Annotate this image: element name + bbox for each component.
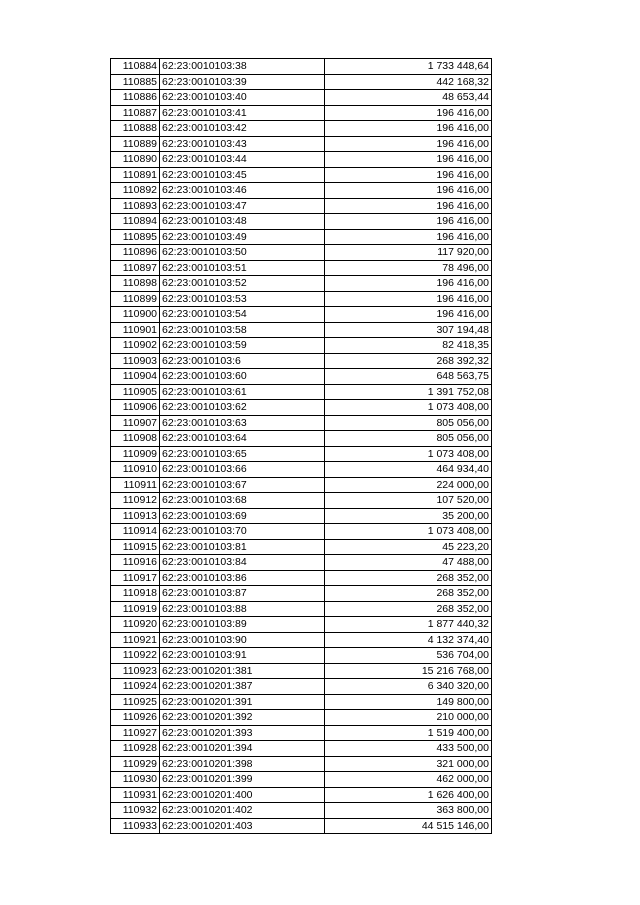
- row-number-cell: 110900: [111, 307, 160, 323]
- cadastral-number-cell: 62:23:0010103:58: [160, 322, 325, 338]
- cadastral-number-cell: 62:23:0010103:43: [160, 136, 325, 152]
- value-cell: 1 519 400,00: [325, 725, 492, 741]
- cadastral-number-cell: 62:23:0010201:400: [160, 787, 325, 803]
- cadastral-number-cell: 62:23:0010103:67: [160, 477, 325, 493]
- cadastral-number-cell: 62:23:0010103:81: [160, 539, 325, 555]
- value-cell: 196 416,00: [325, 152, 492, 168]
- row-number-cell: 110902: [111, 338, 160, 354]
- cadastral-number-cell: 62:23:0010201:387: [160, 679, 325, 695]
- row-number-cell: 110920: [111, 617, 160, 633]
- row-number-cell: 110932: [111, 803, 160, 819]
- table-row: [111, 74, 492, 90]
- row-number-cell: 110898: [111, 276, 160, 292]
- table-row: [111, 276, 492, 292]
- value-cell: 1 073 408,00: [325, 400, 492, 416]
- table-row: [111, 136, 492, 152]
- row-number-cell: 110887: [111, 105, 160, 121]
- value-cell: 1 733 448,64: [325, 59, 492, 75]
- table-row: [111, 260, 492, 276]
- value-cell: 805 056,00: [325, 415, 492, 431]
- value-cell: 78 496,00: [325, 260, 492, 276]
- value-cell: 196 416,00: [325, 183, 492, 199]
- cadastral-number-cell: 62:23:0010103:70: [160, 524, 325, 540]
- value-cell: 196 416,00: [325, 167, 492, 183]
- value-cell: 536 704,00: [325, 648, 492, 664]
- table-row: [111, 741, 492, 757]
- value-cell: 6 340 320,00: [325, 679, 492, 695]
- value-cell: 433 500,00: [325, 741, 492, 757]
- value-cell: 82 418,35: [325, 338, 492, 354]
- value-cell: 196 416,00: [325, 291, 492, 307]
- row-number-cell: 110890: [111, 152, 160, 168]
- row-number-cell: 110930: [111, 772, 160, 788]
- table-row: [111, 539, 492, 555]
- table-row: [111, 803, 492, 819]
- value-cell: 196 416,00: [325, 307, 492, 323]
- value-cell: 268 392,32: [325, 353, 492, 369]
- table-row: [111, 601, 492, 617]
- table-row: [111, 431, 492, 447]
- row-number-cell: 110933: [111, 818, 160, 834]
- cadastral-number-cell: 62:23:0010103:87: [160, 586, 325, 602]
- row-number-cell: 110915: [111, 539, 160, 555]
- row-number-cell: 110889: [111, 136, 160, 152]
- value-cell: 1 391 752,08: [325, 384, 492, 400]
- table-row: [111, 555, 492, 571]
- row-number-cell: 110888: [111, 121, 160, 137]
- row-number-cell: 110914: [111, 524, 160, 540]
- cadastral-number-cell: 62:23:0010103:47: [160, 198, 325, 214]
- cadastral-number-cell: 62:23:0010103:86: [160, 570, 325, 586]
- cadastral-number-cell: 62:23:0010103:40: [160, 90, 325, 106]
- row-number-cell: 110928: [111, 741, 160, 757]
- cadastral-number-cell: 62:23:0010103:60: [160, 369, 325, 385]
- value-cell: 442 168,32: [325, 74, 492, 90]
- row-number-cell: 110916: [111, 555, 160, 571]
- value-cell: 210 000,00: [325, 710, 492, 726]
- cadastral-number-cell: 62:23:0010103:50: [160, 245, 325, 261]
- value-cell: 363 800,00: [325, 803, 492, 819]
- value-cell: 149 800,00: [325, 694, 492, 710]
- table-row: [111, 214, 492, 230]
- value-cell: 196 416,00: [325, 276, 492, 292]
- row-number-cell: 110885: [111, 74, 160, 90]
- cadastral-number-cell: 62:23:0010103:88: [160, 601, 325, 617]
- row-number-cell: 110884: [111, 59, 160, 75]
- cadastral-number-cell: 62:23:0010103:42: [160, 121, 325, 137]
- value-cell: 268 352,00: [325, 601, 492, 617]
- cadastral-number-cell: 62:23:0010103:52: [160, 276, 325, 292]
- row-number-cell: 110912: [111, 493, 160, 509]
- cadastral-number-cell: 62:23:0010103:45: [160, 167, 325, 183]
- cadastral-number-cell: 62:23:0010103:91: [160, 648, 325, 664]
- table-row: [111, 679, 492, 695]
- value-cell: 307 194,48: [325, 322, 492, 338]
- value-cell: 117 920,00: [325, 245, 492, 261]
- table-row: [111, 183, 492, 199]
- cadastral-number-cell: 62:23:0010201:381: [160, 663, 325, 679]
- table-row: [111, 725, 492, 741]
- value-cell: 462 000,00: [325, 772, 492, 788]
- cadastral-number-cell: 62:23:0010103:68: [160, 493, 325, 509]
- cadastral-number-cell: 62:23:0010103:49: [160, 229, 325, 245]
- table-row: [111, 477, 492, 493]
- value-cell: 224 000,00: [325, 477, 492, 493]
- cadastral-number-cell: 62:23:0010103:51: [160, 260, 325, 276]
- table-row: [111, 105, 492, 121]
- value-cell: 44 515 146,00: [325, 818, 492, 834]
- row-number-cell: 110895: [111, 229, 160, 245]
- table-row: [111, 198, 492, 214]
- row-number-cell: 110901: [111, 322, 160, 338]
- value-cell: 196 416,00: [325, 229, 492, 245]
- row-number-cell: 110894: [111, 214, 160, 230]
- table-row: [111, 245, 492, 261]
- row-number-cell: 110923: [111, 663, 160, 679]
- cadastral-number-cell: 62:23:0010103:63: [160, 415, 325, 431]
- table-row: [111, 508, 492, 524]
- row-number-cell: 110922: [111, 648, 160, 664]
- row-number-cell: 110926: [111, 710, 160, 726]
- value-cell: 4 132 374,40: [325, 632, 492, 648]
- row-number-cell: 110921: [111, 632, 160, 648]
- table-row: [111, 524, 492, 540]
- value-cell: 196 416,00: [325, 214, 492, 230]
- row-number-cell: 110905: [111, 384, 160, 400]
- value-cell: 196 416,00: [325, 121, 492, 137]
- cadastral-number-cell: 62:23:0010103:64: [160, 431, 325, 447]
- row-number-cell: 110899: [111, 291, 160, 307]
- table-row: [111, 648, 492, 664]
- cadastral-number-cell: 62:23:0010103:61: [160, 384, 325, 400]
- row-number-cell: 110917: [111, 570, 160, 586]
- table-row: [111, 787, 492, 803]
- row-number-cell: 110892: [111, 183, 160, 199]
- cadastral-number-cell: 62:23:0010201:393: [160, 725, 325, 741]
- value-cell: 48 653,44: [325, 90, 492, 106]
- value-cell: 196 416,00: [325, 136, 492, 152]
- table-row: [111, 818, 492, 834]
- row-number-cell: 110907: [111, 415, 160, 431]
- table-row: [111, 291, 492, 307]
- value-cell: 321 000,00: [325, 756, 492, 772]
- value-cell: 196 416,00: [325, 198, 492, 214]
- cadastral-number-cell: 62:23:0010103:90: [160, 632, 325, 648]
- table-body: [111, 59, 492, 834]
- table-row: [111, 322, 492, 338]
- row-number-cell: 110918: [111, 586, 160, 602]
- cadastral-number-cell: 62:23:0010103:46: [160, 183, 325, 199]
- row-number-cell: 110931: [111, 787, 160, 803]
- value-cell: 45 223,20: [325, 539, 492, 555]
- table-row: [111, 229, 492, 245]
- table-row: [111, 369, 492, 385]
- value-cell: 1 877 440,32: [325, 617, 492, 633]
- cadastral-number-cell: 62:23:0010103:39: [160, 74, 325, 90]
- table-row: [111, 570, 492, 586]
- table-row: [111, 772, 492, 788]
- cadastral-number-cell: 62:23:0010103:38: [160, 59, 325, 75]
- table-row: [111, 694, 492, 710]
- value-cell: 47 488,00: [325, 555, 492, 571]
- cadastral-number-cell: 62:23:0010103:44: [160, 152, 325, 168]
- value-cell: 196 416,00: [325, 105, 492, 121]
- row-number-cell: 110924: [111, 679, 160, 695]
- table-row: [111, 121, 492, 137]
- table-row: [111, 152, 492, 168]
- row-number-cell: 110908: [111, 431, 160, 447]
- cadastral-number-cell: 62:23:0010103:89: [160, 617, 325, 633]
- value-cell: 15 216 768,00: [325, 663, 492, 679]
- value-cell: 1 073 408,00: [325, 446, 492, 462]
- table-row: [111, 338, 492, 354]
- cadastral-number-cell: 62:23:0010103:53: [160, 291, 325, 307]
- row-number-cell: 110903: [111, 353, 160, 369]
- table-row: [111, 632, 492, 648]
- cadastral-number-cell: 62:23:0010103:69: [160, 508, 325, 524]
- value-cell: 1 073 408,00: [325, 524, 492, 540]
- row-number-cell: 110886: [111, 90, 160, 106]
- table-row: [111, 710, 492, 726]
- row-number-cell: 110906: [111, 400, 160, 416]
- table-row: [111, 353, 492, 369]
- value-cell: 268 352,00: [325, 570, 492, 586]
- row-number-cell: 110896: [111, 245, 160, 261]
- cadastral-number-cell: 62:23:0010103:66: [160, 462, 325, 478]
- table-row: [111, 384, 492, 400]
- table-row: [111, 493, 492, 509]
- value-cell: 107 520,00: [325, 493, 492, 509]
- cadastral-number-cell: 62:23:0010103:41: [160, 105, 325, 121]
- cadastral-number-cell: 62:23:0010201:392: [160, 710, 325, 726]
- value-cell: 35 200,00: [325, 508, 492, 524]
- row-number-cell: 110897: [111, 260, 160, 276]
- value-cell: 464 934,40: [325, 462, 492, 478]
- table-row: [111, 90, 492, 106]
- cadastral-number-cell: 62:23:0010201:403: [160, 818, 325, 834]
- row-number-cell: 110925: [111, 694, 160, 710]
- table-row: [111, 446, 492, 462]
- cadastral-number-cell: 62:23:0010201:391: [160, 694, 325, 710]
- cadastral-number-cell: 62:23:0010103:6: [160, 353, 325, 369]
- cadastral-number-cell: 62:23:0010201:398: [160, 756, 325, 772]
- cadastral-number-cell: 62:23:0010201:399: [160, 772, 325, 788]
- cadastral-number-cell: 62:23:0010103:59: [160, 338, 325, 354]
- table-row: [111, 59, 492, 75]
- row-number-cell: 110909: [111, 446, 160, 462]
- row-number-cell: 110891: [111, 167, 160, 183]
- row-number-cell: 110927: [111, 725, 160, 741]
- cadastral-number-cell: 62:23:0010103:65: [160, 446, 325, 462]
- value-cell: 1 626 400,00: [325, 787, 492, 803]
- cadastral-number-cell: 62:23:0010103:62: [160, 400, 325, 416]
- row-number-cell: 110911: [111, 477, 160, 493]
- table-row: [111, 462, 492, 478]
- table-row: [111, 307, 492, 323]
- row-number-cell: 110904: [111, 369, 160, 385]
- value-cell: 268 352,00: [325, 586, 492, 602]
- cadastral-number-cell: 62:23:0010103:48: [160, 214, 325, 230]
- cadastral-number-cell: 62:23:0010103:84: [160, 555, 325, 571]
- cadastral-number-cell: 62:23:0010201:402: [160, 803, 325, 819]
- table-row: [111, 167, 492, 183]
- value-cell: 805 056,00: [325, 431, 492, 447]
- row-number-cell: 110893: [111, 198, 160, 214]
- table-row: [111, 617, 492, 633]
- value-cell: 648 563,75: [325, 369, 492, 385]
- row-number-cell: 110919: [111, 601, 160, 617]
- row-number-cell: 110913: [111, 508, 160, 524]
- data-table: [110, 58, 492, 834]
- table-row: [111, 756, 492, 772]
- table-row: [111, 415, 492, 431]
- row-number-cell: 110910: [111, 462, 160, 478]
- cadastral-number-cell: 62:23:0010103:54: [160, 307, 325, 323]
- table-row: [111, 400, 492, 416]
- cadastral-number-cell: 62:23:0010201:394: [160, 741, 325, 757]
- table-row: [111, 586, 492, 602]
- table-row: [111, 663, 492, 679]
- row-number-cell: 110929: [111, 756, 160, 772]
